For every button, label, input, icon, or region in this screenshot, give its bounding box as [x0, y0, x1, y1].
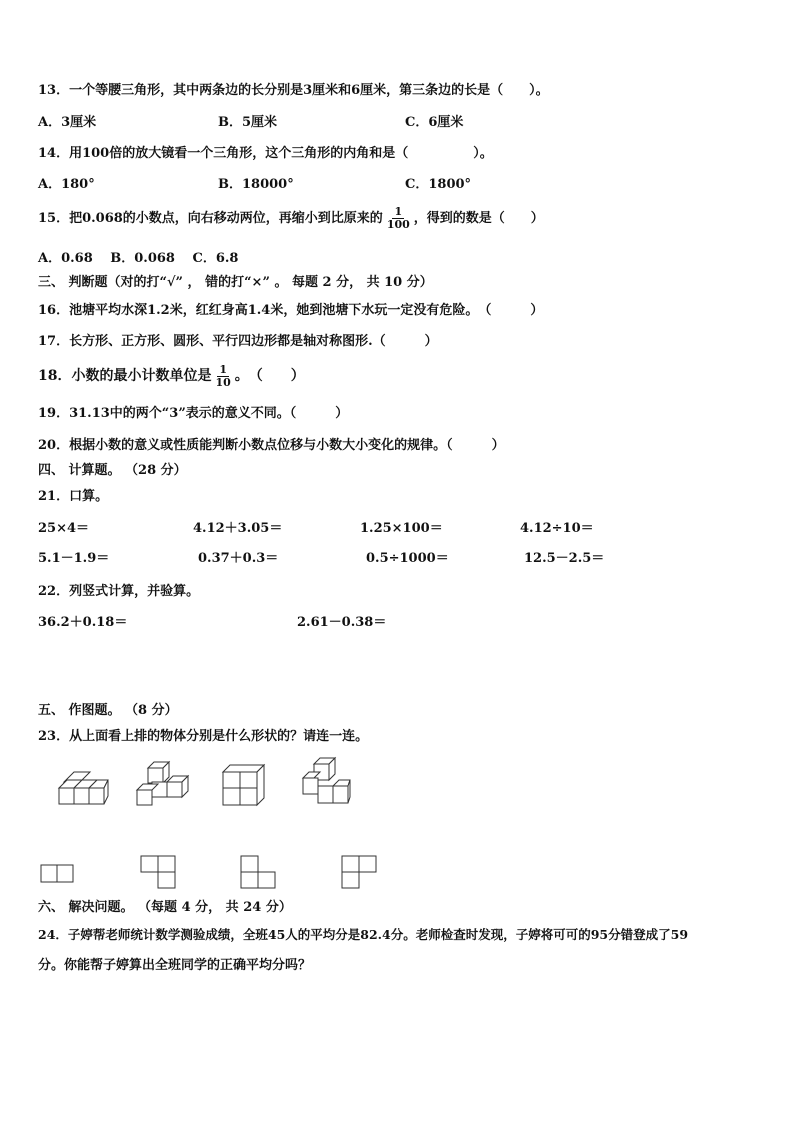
- cube-object-3: [220, 762, 270, 808]
- q18-fraction: [213, 364, 232, 389]
- q17-text: 17．长方形、正方形、圆形、平行四边形都是轴对称图形.（ ）: [38, 334, 438, 349]
- q15-options: A．0.68 B．0.068 C．6.8: [38, 251, 239, 266]
- section-3-title: 三、 判断题（对的打“√” ， 错的打“×” 。 每题 2 分， 共 10 分）: [38, 275, 433, 290]
- cube-object-4: [300, 756, 354, 808]
- cube-object-2: [134, 760, 190, 808]
- calc-item: 25×4＝: [38, 521, 90, 536]
- top-view-shape-4: [341, 855, 379, 891]
- q18-frac-den: 10: [215, 375, 231, 389]
- q16-text: 16．池塘平均水深1.2米，红红身高1.4米，她到池塘下水玩一定没有危险。 （ ）: [38, 303, 544, 318]
- top-view-shape-2: [140, 855, 178, 891]
- q14-option-c: C．1800°: [405, 177, 472, 192]
- q13-option-b: B．5厘米: [218, 115, 278, 130]
- section-4-title: 四、 计算题。 （28 分）: [38, 463, 187, 478]
- calc-item: 12.5－2.5＝: [524, 551, 605, 566]
- q24-line1: 24．子婷帮老师统计数学测验成绩，全班45人的平均分是82.4分。老师检查时发现，子婷将可可的95分错登成了59: [38, 927, 689, 942]
- q24-line2: 分。你能帮子婷算出全班同学的正确平均分吗？: [38, 958, 312, 973]
- q15-stem-pre: 15．把0.068的小数点，向右移动两位，再缩小到比原来的: [38, 211, 383, 226]
- q15-stem-post: ，得到的数是（ ）: [413, 211, 544, 226]
- top-view-shape-3: [240, 855, 278, 891]
- q18-post: 。 （ ）: [234, 368, 305, 384]
- q15-frac-num: 1: [394, 205, 403, 218]
- q23-stem: 23．从上面看上排的物体分别是什么形状的？请连一连。: [38, 729, 369, 744]
- q13-stem: 13．一个等腰三角形，其中两条边的长分别是3厘米和6厘米，第三条边的长是（ ）。: [38, 83, 549, 98]
- calc-item: 5.1－1.9＝: [38, 551, 110, 566]
- calc-item: 4.12＋3.05＝: [193, 521, 283, 536]
- q21-stem: 21．口算。: [38, 489, 109, 504]
- section-6-title: 六、 解决问题。 （每题 4 分， 共 24 分）: [38, 900, 292, 915]
- q14-option-a: A．180°: [38, 177, 95, 192]
- vertical-calc-item: 36.2＋0.18＝: [38, 615, 128, 630]
- q15-stem: [38, 204, 544, 234]
- cube-object-1: [56, 768, 112, 808]
- q14-option-b: B．18000°: [218, 177, 294, 192]
- q20-text: 20．根据小数的意义或性质能判断小数点位移与小数大小变化的规律。（ ）: [38, 438, 505, 453]
- q15-frac-den: 100: [386, 218, 410, 231]
- calc-item: 1.25×100＝: [360, 521, 443, 536]
- q18-pre: 18．小数的最小计数单位是: [38, 368, 212, 384]
- calc-item: 0.5÷1000＝: [366, 551, 449, 566]
- q22-stem: 22．列竖式计算，并验算。: [38, 584, 200, 599]
- calc-item: 4.12÷10＝: [520, 521, 594, 536]
- q13-option-a: A．3厘米: [38, 115, 97, 130]
- q18-frac-num: 1: [219, 362, 227, 376]
- vertical-calc-item: 2.61－0.38＝: [297, 615, 387, 630]
- top-view-shape-1: [40, 864, 76, 886]
- section-5-title: 五、 作图题。 （8 分）: [38, 703, 178, 718]
- q15-fraction: [385, 206, 412, 231]
- calc-item: 0.37＋0.3＝: [198, 551, 279, 566]
- q19-text: 19．31.13中的两个“3”表示的意义不同。（ ）: [38, 406, 349, 421]
- q13-option-c: C．6厘米: [405, 115, 464, 130]
- q18-text: [38, 358, 305, 394]
- q14-stem: 14．用100倍的放大镜看一个三角形，这个三角形的内角和是（ ）。: [38, 146, 493, 161]
